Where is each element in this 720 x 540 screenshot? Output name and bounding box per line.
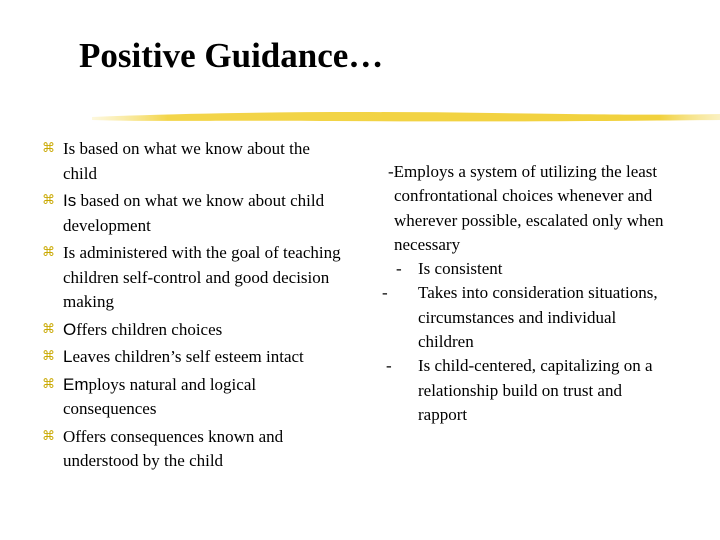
list-item: ⌘ Leaves children’s self esteem intact xyxy=(42,347,304,366)
dash-marker: - xyxy=(382,283,388,303)
list-item: ⌘ Is administered with the goal of teaching children self-control and good decision making xyxy=(42,243,341,311)
z-bullet-icon: ⌘ xyxy=(42,349,55,364)
z-bullet-icon: ⌘ xyxy=(42,428,55,444)
right-paragraph-employs: -Employs a system of utilizing the least confrontational choices whenever and wherever possible, escalated only when necessary xyxy=(388,162,664,254)
right-item-consideration: - Takes into consideration situations, circumstances and individual children xyxy=(382,283,658,352)
right-text-block xyxy=(380,160,670,427)
list-item: ⌘ Offers consequences known and understood by the child xyxy=(42,426,284,470)
z-bullet-icon: ⌘ xyxy=(42,321,55,337)
z-bullet-icon: ⌘ xyxy=(42,193,55,208)
left-bullet-list xyxy=(42,137,342,477)
z-bullet-icon: ⌘ xyxy=(42,376,55,392)
list-item: ⌘ Employs natural and logical consequences xyxy=(42,374,257,418)
list-item: ⌘ Is based on what we know about child development xyxy=(42,191,325,235)
title-underline-brushstroke xyxy=(92,108,720,124)
right-item-consistent: - Is consistent xyxy=(380,257,670,281)
right-item-child-centered: - Is child-centered, capitalizing on a relationship build on trust and rapport xyxy=(386,356,653,424)
slide-title: Positive Guidance… xyxy=(79,36,384,75)
z-bullet-icon: ⌘ xyxy=(42,245,55,260)
dash-marker: - xyxy=(386,356,392,376)
list-item: ⌘ Is based on what we know about the child xyxy=(42,139,310,183)
list-item: ⌘ Offers children choices xyxy=(42,319,223,339)
z-bullet-icon: ⌘ xyxy=(42,141,55,156)
dash-marker: - xyxy=(396,259,402,279)
